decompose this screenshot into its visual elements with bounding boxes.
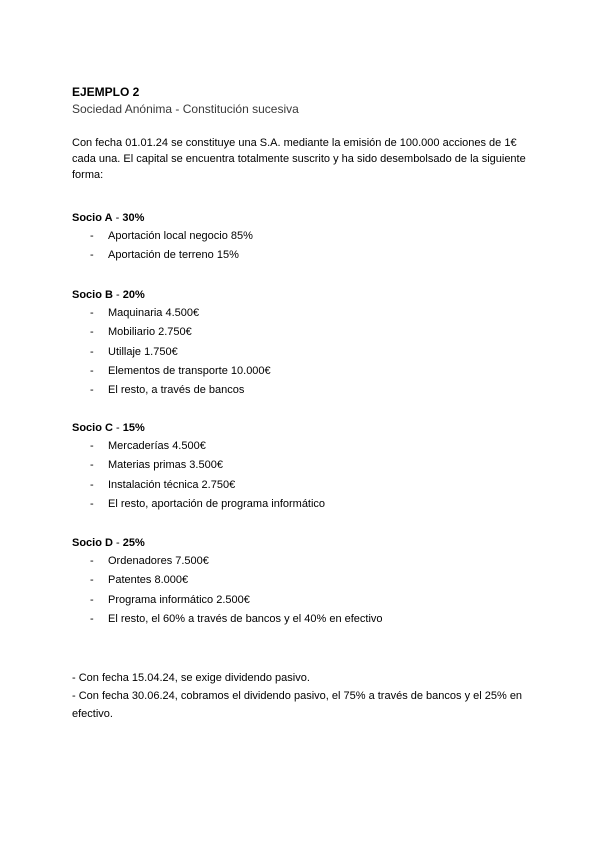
section-separator: - bbox=[112, 289, 123, 301]
section-separator: - bbox=[112, 422, 123, 434]
list-item-text: Mobiliario 2.750€ bbox=[108, 326, 192, 339]
list-item bbox=[72, 478, 542, 497]
list-item-text: Ordenadores 7.500€ bbox=[108, 555, 209, 567]
bullet-dash: - bbox=[90, 497, 94, 510]
section-socio-c bbox=[72, 421, 542, 516]
section-item-list bbox=[72, 306, 542, 402]
bullet-dash: - bbox=[90, 384, 94, 397]
bullet-dash: - bbox=[90, 249, 94, 262]
list-item-text: Maquinaria 4.500€ bbox=[108, 307, 200, 319]
section-percent: 30% bbox=[122, 212, 145, 224]
section-name: Socio B bbox=[72, 289, 113, 301]
section-heading bbox=[72, 288, 542, 306]
list-item bbox=[72, 345, 542, 364]
list-item bbox=[72, 439, 542, 458]
list-item-text: Programa informático 2.500€ bbox=[108, 593, 250, 606]
bullet-dash: - bbox=[90, 459, 94, 472]
bullet-dash: - bbox=[90, 307, 94, 319]
list-item bbox=[72, 248, 542, 267]
document-subtitle: Sociedad Anónima - Constitución sucesiva bbox=[72, 102, 299, 116]
section-percent: 25% bbox=[122, 537, 145, 549]
section-item-list bbox=[72, 229, 542, 268]
section-name: Socio C bbox=[72, 422, 113, 434]
list-item-text: Patentes 8.000€ bbox=[108, 574, 189, 587]
list-item-text: El resto, aportación de programa informático bbox=[108, 497, 326, 510]
list-item bbox=[72, 573, 542, 592]
bullet-dash: - bbox=[90, 555, 94, 567]
section-percent: 15% bbox=[122, 422, 145, 434]
document-title: EJEMPLO 2 bbox=[72, 85, 140, 99]
section-heading bbox=[72, 536, 542, 554]
section-socio-a bbox=[72, 211, 542, 268]
list-item bbox=[72, 383, 542, 402]
list-item bbox=[72, 229, 542, 248]
list-item bbox=[72, 497, 542, 516]
list-item-text: Elementos de transporte 10.000€ bbox=[108, 364, 271, 377]
section-separator: - bbox=[112, 537, 123, 549]
section-name: Socio A bbox=[72, 212, 113, 224]
bullet-dash: - bbox=[90, 230, 94, 242]
section-socio-d bbox=[72, 536, 542, 631]
list-item bbox=[72, 306, 542, 325]
bullet-dash: - bbox=[90, 326, 94, 339]
list-item bbox=[72, 364, 542, 383]
section-name: Socio D bbox=[72, 537, 113, 549]
list-item-text: El resto, el 60% a través de bancos y el 40% en efectivo bbox=[108, 612, 383, 625]
list-item-text: Aportación de terreno 15% bbox=[108, 249, 239, 262]
bullet-dash: - bbox=[90, 440, 94, 452]
bullet-dash: - bbox=[90, 612, 94, 625]
section-heading bbox=[72, 421, 542, 439]
list-item-text: Materias primas 3.500€ bbox=[108, 459, 223, 472]
list-item bbox=[72, 325, 542, 344]
section-item-list bbox=[72, 439, 542, 516]
list-item-text: Mercaderías 4.500€ bbox=[108, 440, 206, 452]
list-item-text: El resto, a través de bancos bbox=[108, 384, 245, 397]
note-line: - Con fecha 15.04.24, se exige dividendo pasivo. bbox=[72, 672, 310, 684]
list-item bbox=[72, 554, 542, 573]
list-item bbox=[72, 612, 542, 631]
intro-paragraph: Con fecha 01.01.24 se constituye una S.A. mediante la emisión de 100.000 acciones de 1€ cada una. El capital se encuentra totalmente suscrito y ha sido desembolsado de la siguiente forma: bbox=[72, 137, 526, 181]
section-heading bbox=[72, 211, 542, 229]
list-item bbox=[72, 458, 542, 477]
bullet-dash: - bbox=[90, 345, 94, 358]
bullet-dash: - bbox=[90, 364, 94, 377]
note-line: - Con fecha 30.06.24, cobramos el dividendo pasivo, el 75% a través de bancos y el 25% en efectivo. bbox=[72, 690, 523, 720]
list-item-text: Aportación local negocio 85% bbox=[108, 230, 253, 242]
bullet-dash: - bbox=[90, 478, 94, 491]
section-item-list bbox=[72, 554, 542, 631]
bullet-dash: - bbox=[90, 593, 94, 606]
section-socio-b bbox=[72, 288, 542, 402]
notes-block bbox=[72, 669, 542, 723]
list-item-text: Utillaje 1.750€ bbox=[108, 345, 178, 358]
section-percent: 20% bbox=[122, 289, 145, 301]
bullet-dash: - bbox=[90, 574, 94, 587]
section-separator: - bbox=[112, 212, 123, 224]
list-item bbox=[72, 593, 542, 612]
list-item-text: Instalación técnica 2.750€ bbox=[108, 478, 236, 491]
